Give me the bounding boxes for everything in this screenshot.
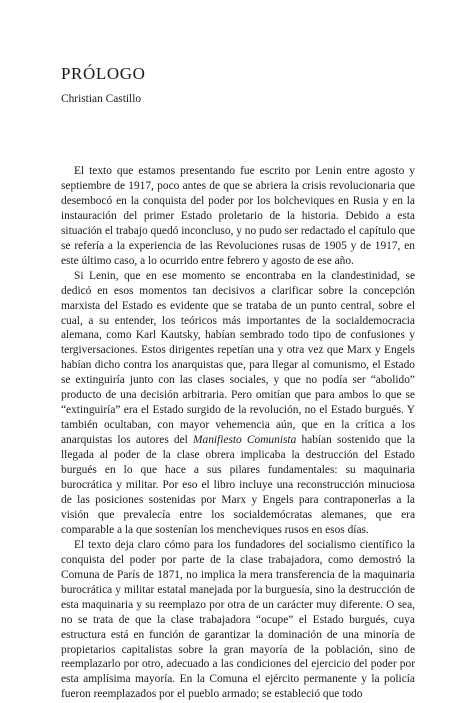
paragraph [61, 269, 415, 538]
italic-title-text: Manifiesto Comunista [193, 434, 297, 447]
author-name: Christian Castillo [61, 93, 142, 105]
paragraph [61, 538, 415, 702]
paragraph-text: Si Lenin, que en ese momento se encontraba en la clandestinidad, se dedicó en esos momentos tan decisivos a clarificar sobre la concepción marxista del Estado es evidente que se trataba de un punto central, sobre el cual, a su entender, los teóricos más importantes de la socialdemocracia alemana, como Karl Kautsky, habían sembrado todo tipo de confusiones y tergiversaciones. Estos dirigentes repetían una y otra vez que Marx y Engels habían dicho contra los anarquistas que, para llegar al comunismo, el Estado se extinguiría junto con las clases sociales, y que no podía ser “abolido” producto de una decisión arbitraria. Pero omitían que para ambos lo que se “extinguiría” era el Estado surgido de la revolución, no el Estado burgués. Y también ocultaban, con mayor vehemencia aún, que en la crítica a los anarquistas los autores del [61, 269, 415, 447]
paragraph-text: habían sostenido que la llegada al poder de la clase obrera implicaba la destrucción del Estado burgués en lo que hace a sus pilares fundamentales: su maquinaria burocrática y militar. Por eso el libro incluye una reconstrucción minuciosa de las posiciones sostenidas por Marx y Engels para contraponerlas a la visión que prevalecía entre los socialdemócratas alemanes, que era comparable a la que sostenían los mencheviques rusos en esos días. [61, 434, 416, 536]
paragraph-text: El texto que estamos presentando fue escrito por Lenin entre agosto y septiembre de 1917, poco antes de que se abriera la crisis revolucionaria que desembocó en la conquista del poder por los bolcheviques en Rusia y en la instauración del primer Estado proletario de la historia. Debido a esta situación el trabajo quedó inconcluso, y no pudo ser redactado el capítulo que se refería a la experiencia de las Revoluciones rusas de 1905 y de 1917, en este último caso, a lo ocurrido entre febrero y agosto de ese año. [61, 165, 415, 267]
body-text [61, 164, 415, 702]
paragraph-text: El texto deja claro cómo para los fundadores del socialismo científico la conquista del poder por parte de la clase trabajadora, como demostró la Comuna de París de 1871, no implica la mera transferencia de la maquinaria burocrática y militar estatal manejada por la burguesía, sino la destrucción de esta maquinaria y su reemplazo por otra de un carácter muy diferente. O sea, no se trata de que la clase trabajadora “ocupe” el Estado burgués, cuya estructura está en función de garantizar la dominación de una minoría de propietarios capitalistas sobre la gran mayoría de la población, sino de reemplazarlo por otro, adecuado a las condiciones del ejercicio del poder por esta amplísima mayoría. En la Comuna el ejército permanente y la policía fueron reemplazados por el pueblo armado; se estableció que todo [61, 538, 415, 701]
chapter-title: PRÓLOGO [61, 64, 146, 83]
paragraph [61, 164, 415, 269]
